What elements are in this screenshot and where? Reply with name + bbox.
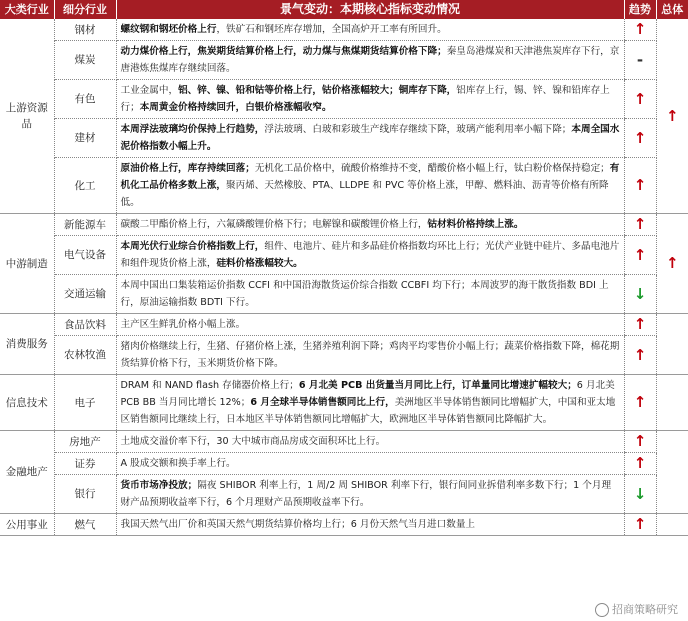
description-bold-segment: 本周浮法玻璃均价保持上行趋势，: [120, 124, 265, 135]
header-row: [0, 0, 688, 19]
trend-flat-icon: -: [624, 41, 656, 80]
header-sector: 大类行业: [0, 0, 54, 19]
trend-up-arrow-icon: ↑: [624, 119, 656, 158]
description-bold-segment: 钴材料价格持续上涨。: [427, 219, 524, 230]
description-cell: [116, 475, 624, 514]
description-cell: [116, 453, 624, 475]
table-row: [0, 236, 688, 275]
header-subsector: 细分行业: [54, 0, 116, 19]
subsector-cell: 电气设备: [54, 236, 116, 275]
description-cell: [116, 41, 624, 80]
description-bold-segment: 本周光伏行业综合价格指数上行，: [120, 241, 265, 252]
table-row: [0, 453, 688, 475]
description-bold-segment: 螺纹钢和钢坯价格上行: [120, 24, 217, 35]
description-bold-segment: 铜库存下降，: [398, 85, 457, 96]
header-overall: 总体: [656, 0, 688, 19]
description-segment: 组件、电池片、硅片和多晶硅价格指数均环比上行；光伏产业链中硅片、多晶电池片和组件现货价格上涨，: [120, 241, 620, 269]
subsector-cell: 新能源车: [54, 214, 116, 236]
table-row: [0, 431, 688, 453]
description-cell: [116, 375, 624, 431]
sector-cell: 上游资源品: [0, 19, 54, 214]
trend-up-arrow-icon: ↑: [624, 158, 656, 214]
description-cell: [116, 19, 624, 41]
description-segment: ，铁矿石和钢坯库存增加，全国高炉开工率有所回升。: [216, 24, 447, 35]
table-row: [0, 80, 688, 119]
subsector-cell: 交通运输: [54, 275, 116, 314]
description-segment: DRAM 和 NAND flash 存储器价格上行；: [120, 380, 299, 391]
trend-down-arrow-icon: ↓: [624, 275, 656, 314]
overall-cell: [656, 431, 688, 514]
subsector-cell: 农林牧渔: [54, 336, 116, 375]
header-description: 景气变动：本期核心指标变动情况: [116, 0, 624, 19]
trend-up-arrow-icon: ↑: [624, 80, 656, 119]
description-cell: [116, 275, 624, 314]
description-segment: 浮法玻璃、白玻和彩玻生产线库存继续下降，玻璃产能利用率小幅下降；: [264, 124, 572, 135]
sector-cell: 消费服务: [0, 314, 54, 375]
description-segment: 土地成交溢价率下行，30 大中城市商品房成交面积环比上行。: [120, 436, 386, 447]
subsector-cell: 化工: [54, 158, 116, 214]
description-bold-segment: 6 月北美 PCB 出货量当月同比上行，订单量同比增速扩幅较大；: [298, 380, 577, 391]
description-segment: 主产区生鲜乳价格小幅上涨。: [120, 319, 246, 330]
sector-cell: 公用事业: [0, 514, 54, 536]
description-bold-segment: 铝、锌、镍、铅和钴等价格上行，钴价格涨幅较大；: [178, 85, 399, 96]
subsector-cell: 燃气: [54, 514, 116, 536]
description-cell: [116, 158, 624, 214]
trend-up-arrow-icon: ↑: [624, 375, 656, 431]
header-trend: 趋势: [624, 0, 656, 19]
subsector-cell: 有色: [54, 80, 116, 119]
wechat-icon: [595, 603, 609, 617]
trend-up-arrow-icon: ↑: [624, 19, 656, 41]
description-segment: 碳酸二甲酯价格上行，六氟磷酸锂价格下行；电解镍和碳酸锂价格上行，: [120, 219, 428, 230]
overall-up-arrow-icon: ↑: [656, 19, 688, 214]
description-segment: 美洲地区半导体销售额同比增幅扩大，中国和亚太地区销售额同比继续上行，日本地区半导体销售额同比增幅扩大，欧洲地区半导体销售额同比降幅扩大。: [120, 397, 616, 425]
table-row: [0, 375, 688, 431]
description-segment: 隔夜 SHIBOR 利率上行，1 周/2 周 SHIBOR 利率下行，银行间同业拆借利率多数下行；1 个月理财产品预期收益率下行，6 个月理财产品预期收益率下行。: [120, 480, 612, 508]
description-bold-segment: 6 月全球半导体销售额同比上行，: [250, 397, 395, 408]
trend-up-arrow-icon: ↑: [624, 314, 656, 336]
subsector-cell: 银行: [54, 475, 116, 514]
table-row: [0, 19, 688, 41]
description-cell: [116, 514, 624, 536]
table-row: [0, 514, 688, 536]
overall-cell: [656, 514, 688, 536]
description-cell: [116, 236, 624, 275]
description-segment: 本周中国出口集装箱运价指数 CCFI 和中国沿海散货运价综合指数 CCBFI 均下行；本周波罗的海干散货指数 BDI 上行，原油运输指数 BDTI 下行。: [120, 280, 609, 308]
sector-cell: 信息技术: [0, 375, 54, 431]
description-segment: 聚丙烯、天然橡胶、PTA、LLDPE 和 PVC 等价格上涨，甲醇、燃料油、沥青等价格有所降低。: [120, 180, 609, 208]
trend-up-arrow-icon: ↑: [624, 431, 656, 453]
trend-up-arrow-icon: ↑: [624, 514, 656, 536]
overall-cell: [656, 314, 688, 375]
description-bold-segment: 硅料价格涨幅较大。: [216, 258, 303, 269]
subsector-cell: 煤炭: [54, 41, 116, 80]
description-segment: 我国天然气出厂价和英国天然气期货结算价格均上行；6 月份天然气当月进口数量上: [120, 519, 476, 530]
trend-down-arrow-icon: ↓: [624, 475, 656, 514]
table-row: [0, 41, 688, 80]
description-bold-segment: 本周黄金价格持续回升，白银价格涨幅收窄。: [139, 102, 332, 113]
description-bold-segment: 货币市场净投放；: [120, 480, 198, 491]
description-segment: 猪肉价格继续上行，生猪、仔猪价格上涨，生猪养殖利润下降；鸡肉平均零售价小幅上行；蔬菜价格指数下降，棉花期货结算价格下行，玉米期货价格下降。: [120, 341, 620, 369]
description-segment: 秦皇岛港煤炭和天津港焦炭库存下行，京唐港炼焦煤库存继续回落。: [120, 46, 620, 74]
table-row: [0, 475, 688, 514]
description-cell: [116, 431, 624, 453]
description-segment: 6 月北美 PCB BB 当月同比增长 12%；: [120, 380, 615, 408]
trend-up-arrow-icon: ↑: [624, 336, 656, 375]
description-segment: 无机化工品价格中，硫酸价格维持不变，醋酸价格小幅上行，钛白粉价格保持稳定；: [254, 163, 610, 174]
description-cell: [116, 119, 624, 158]
table-row: [0, 336, 688, 375]
subsector-cell: 食品饮料: [54, 314, 116, 336]
subsector-cell: 电子: [54, 375, 116, 431]
watermark: [595, 601, 678, 617]
description-cell: [116, 314, 624, 336]
watermark-text: 招商策略研究: [612, 603, 678, 616]
overall-up-arrow-icon: ↑: [656, 214, 688, 314]
sector-cell: 中游制造: [0, 214, 54, 314]
description-cell: [116, 214, 624, 236]
description-bold-segment: 有机化工品价格多数上涨，: [120, 163, 620, 191]
trend-up-arrow-icon: ↑: [624, 236, 656, 275]
description-segment: 铝库存上行，锡、锌、镍和铅库存上行；: [120, 85, 610, 113]
table-row: [0, 314, 688, 336]
table-row: [0, 119, 688, 158]
subsector-cell: 钢材: [54, 19, 116, 41]
description-cell: [116, 80, 624, 119]
description-segment: 工业金属中，: [120, 85, 179, 96]
table-row: [0, 275, 688, 314]
description-bold-segment: 原油价格上行，库存持续回落；: [120, 163, 255, 174]
subsector-cell: 建材: [54, 119, 116, 158]
trend-up-arrow-icon: ↑: [624, 453, 656, 475]
subsector-cell: 房地产: [54, 431, 116, 453]
description-bold-segment: 本周全国水泥价格指数小幅上升。: [120, 124, 620, 152]
subsector-cell: 证券: [54, 453, 116, 475]
description-bold-segment: 动力煤价格上行，焦炭期货结算价格上行，动力煤与焦煤期货结算价格下降；: [120, 46, 447, 57]
table-row: [0, 214, 688, 236]
description-segment: A 股成交额和换手率上行。: [120, 458, 236, 469]
table-row: [0, 158, 688, 214]
trend-up-arrow-icon: ↑: [624, 214, 656, 236]
overall-cell: [656, 375, 688, 431]
description-cell: [116, 336, 624, 375]
sector-cell: 金融地产: [0, 431, 54, 514]
